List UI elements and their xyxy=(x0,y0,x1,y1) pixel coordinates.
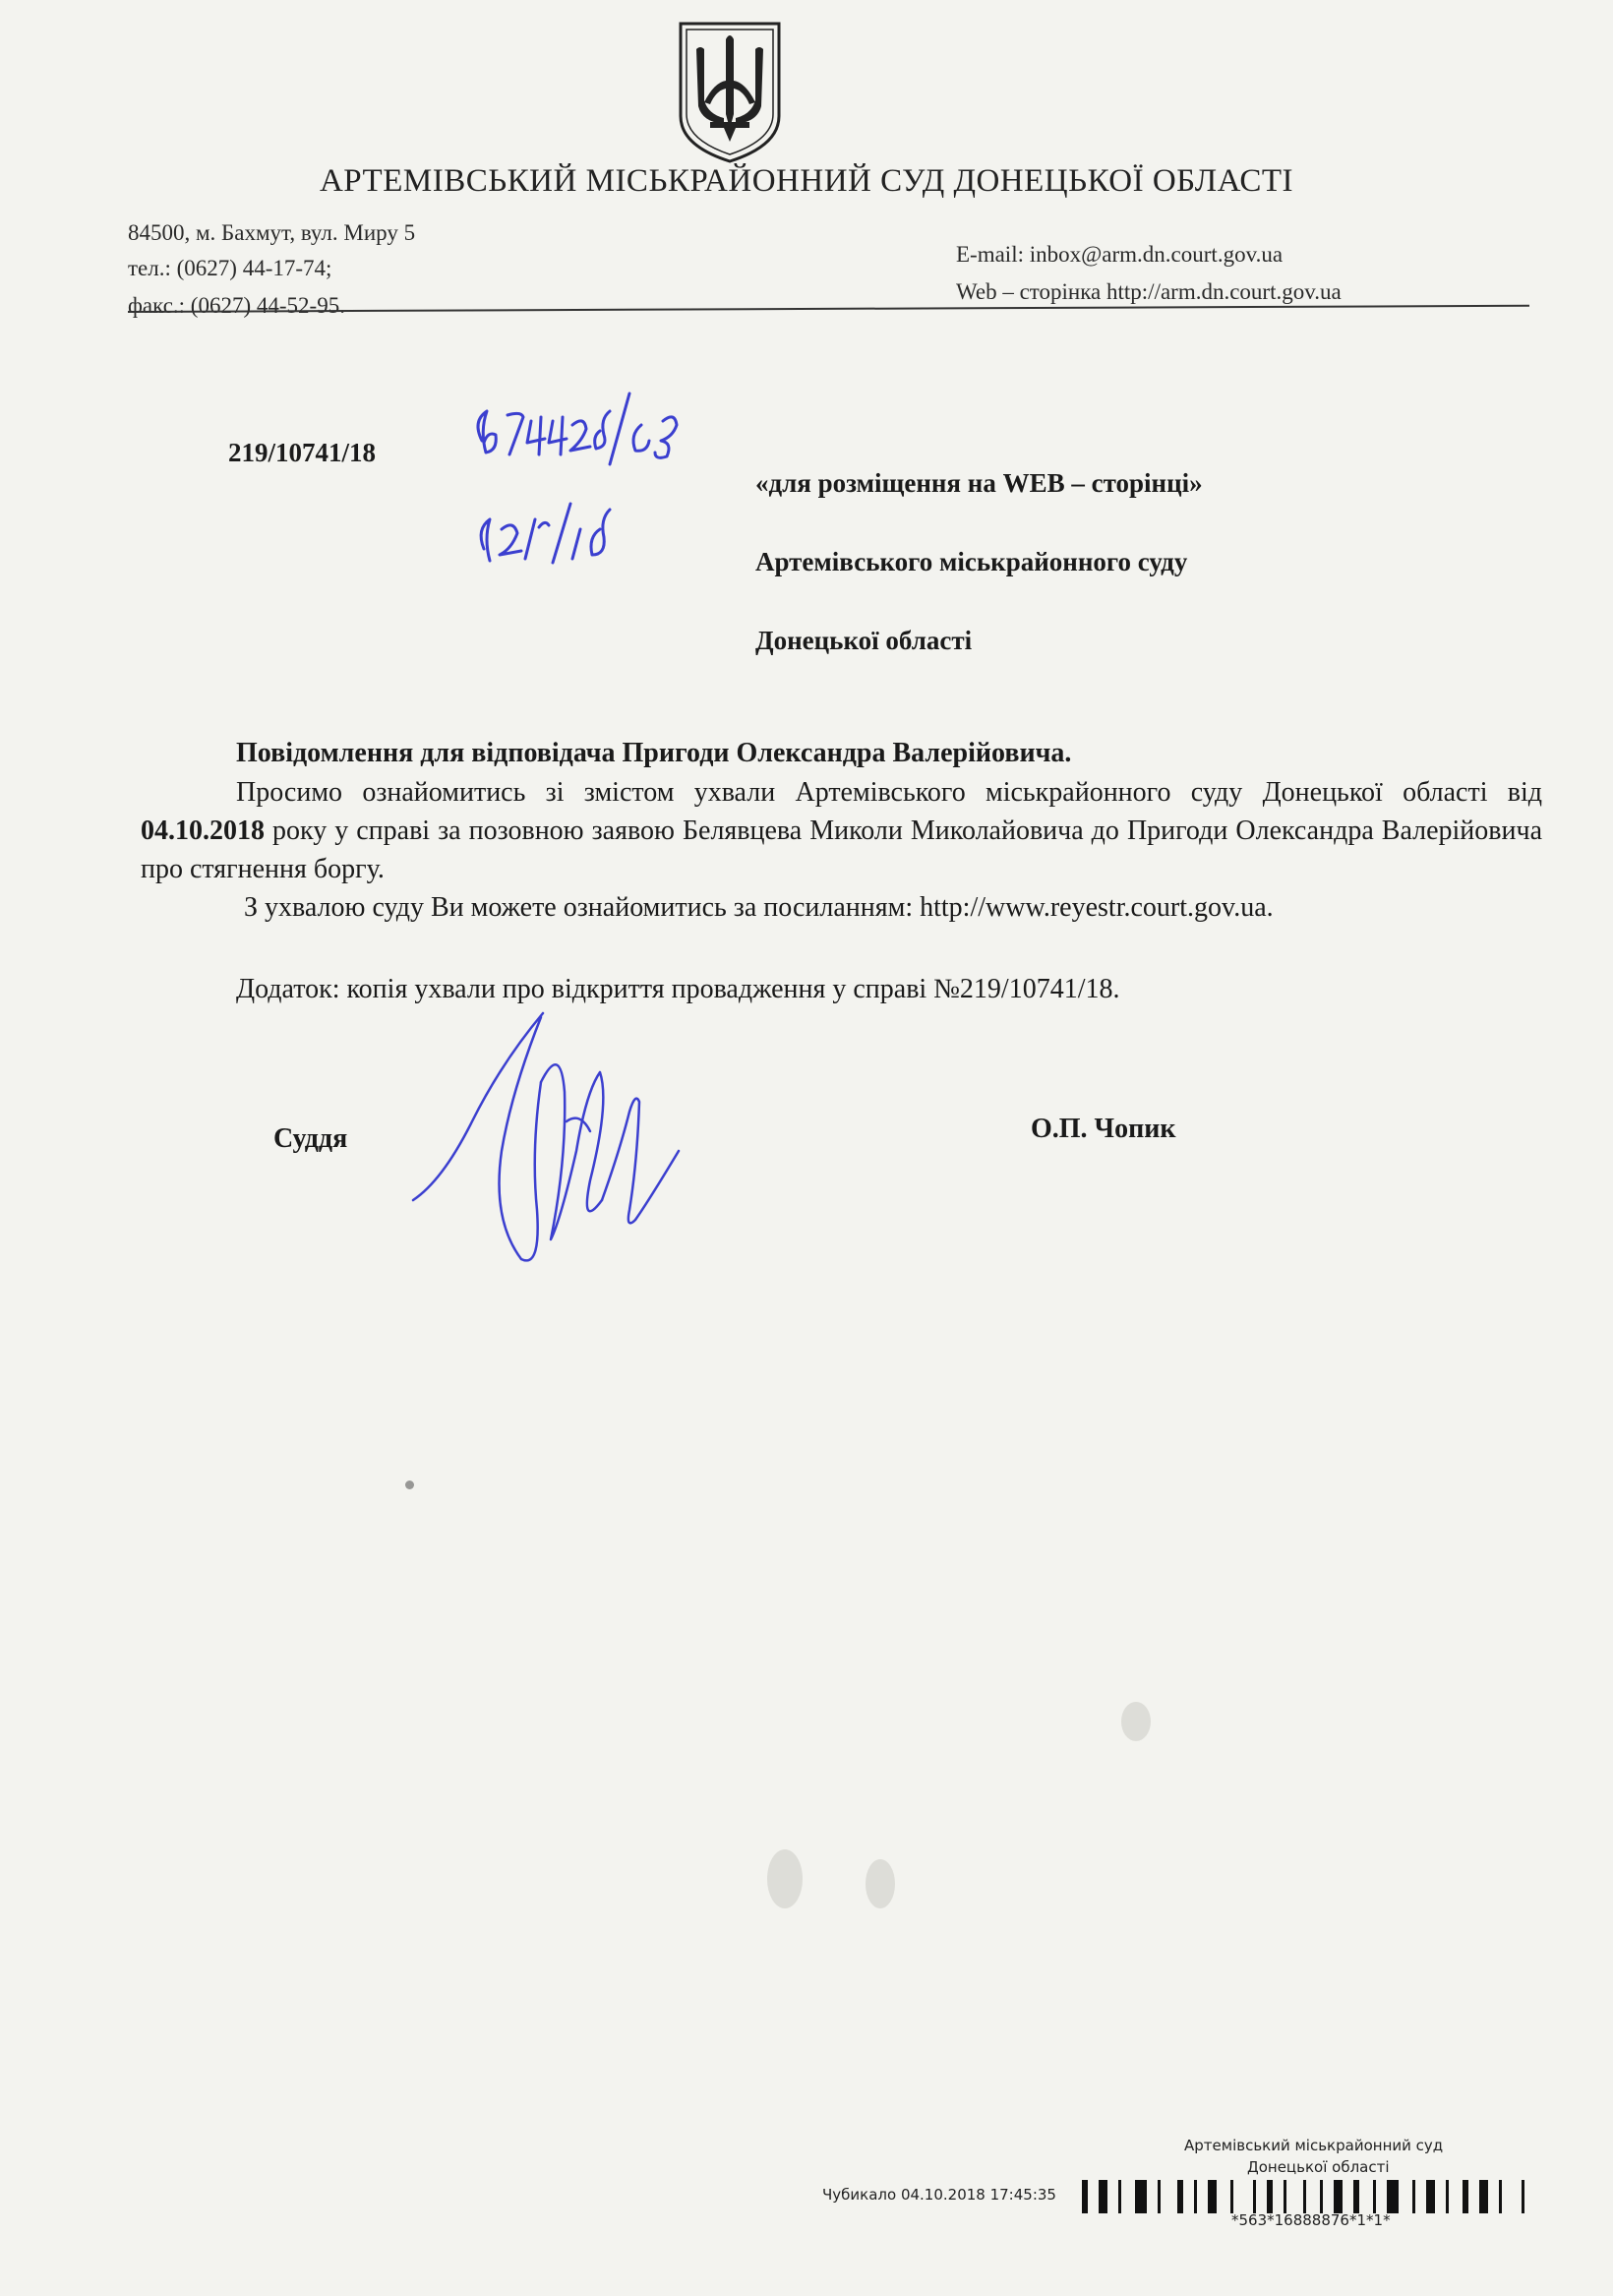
barcode-text: *563*16888876*1*1* xyxy=(1231,2211,1391,2229)
notice-title: Повідомлення для відповідача Пригоди Олександра Валерійовича. xyxy=(236,738,1072,768)
notice-paragraph-2: З ухвалою суду Ви можете ознайомитись за посиланням: http://www.reyestr.court.gov.ua. xyxy=(244,892,1274,923)
court-email: E-mail: inbox@arm.dn.court.gov.ua xyxy=(956,242,1284,267)
paper-smudge xyxy=(866,1859,895,1908)
paper-smudge xyxy=(1121,1702,1151,1741)
addressee-line-1: «для розміщення на WEB – сторінці» xyxy=(755,468,1203,498)
paper-smudge xyxy=(767,1849,803,1908)
judge-name: О.П. Чопик xyxy=(1031,1114,1176,1144)
registry-stamp-region: Донецької області xyxy=(1247,2158,1390,2176)
addressee-line-3: Донецької області xyxy=(755,626,973,655)
handwritten-registration xyxy=(462,382,757,578)
registry-barcode xyxy=(1082,2180,1564,2213)
addressee-line-2: Артемівського міськрайонного суду xyxy=(755,547,1188,576)
court-fax: факс.: (0627) 44-52-95. xyxy=(128,293,345,318)
notice-paragraph-1 xyxy=(141,773,1542,888)
notice-text: Просимо ознайомитись зі змістом ухвали Артемівського міськрайонного суду Донецької області від xyxy=(236,777,1542,808)
court-phone: тел.: (0627) 44-17-74; xyxy=(128,256,332,280)
judge-signature xyxy=(393,1003,718,1279)
case-number: 219/10741/18 xyxy=(228,438,377,467)
ruling-date: 04.10.2018 xyxy=(141,816,265,846)
court-website: Web – сторінка http://arm.dn.court.gov.ua xyxy=(956,279,1342,304)
registry-stamp-court: Артемівський міськрайонний суд xyxy=(1184,2137,1444,2154)
paper-speck xyxy=(405,1480,414,1489)
court-name: АРТЕМІВСЬКИЙ МІСЬКРАЙОННИЙ СУД ДОНЕЦЬКОЇ ОБЛАСТІ xyxy=(319,163,1294,199)
judge-label: Суддя xyxy=(273,1123,348,1154)
registry-stamp-clerk-datetime: Чубикало 04.10.2018 17:45:35 xyxy=(822,2186,1056,2204)
annex-line: Додаток: копія ухвали про відкриття провадження у справі №219/10741/18. xyxy=(236,974,1120,1004)
court-address: 84500, м. Бахмут, вул. Миру 5 xyxy=(128,220,416,245)
notice-body xyxy=(141,773,1542,927)
notice-text: року у справі за позовною заявою Белявцева Миколи Миколайовича до Пригоди Олександра Валерійовича про стягнення боргу. xyxy=(141,816,1542,884)
coat-of-arms-icon xyxy=(675,20,785,165)
